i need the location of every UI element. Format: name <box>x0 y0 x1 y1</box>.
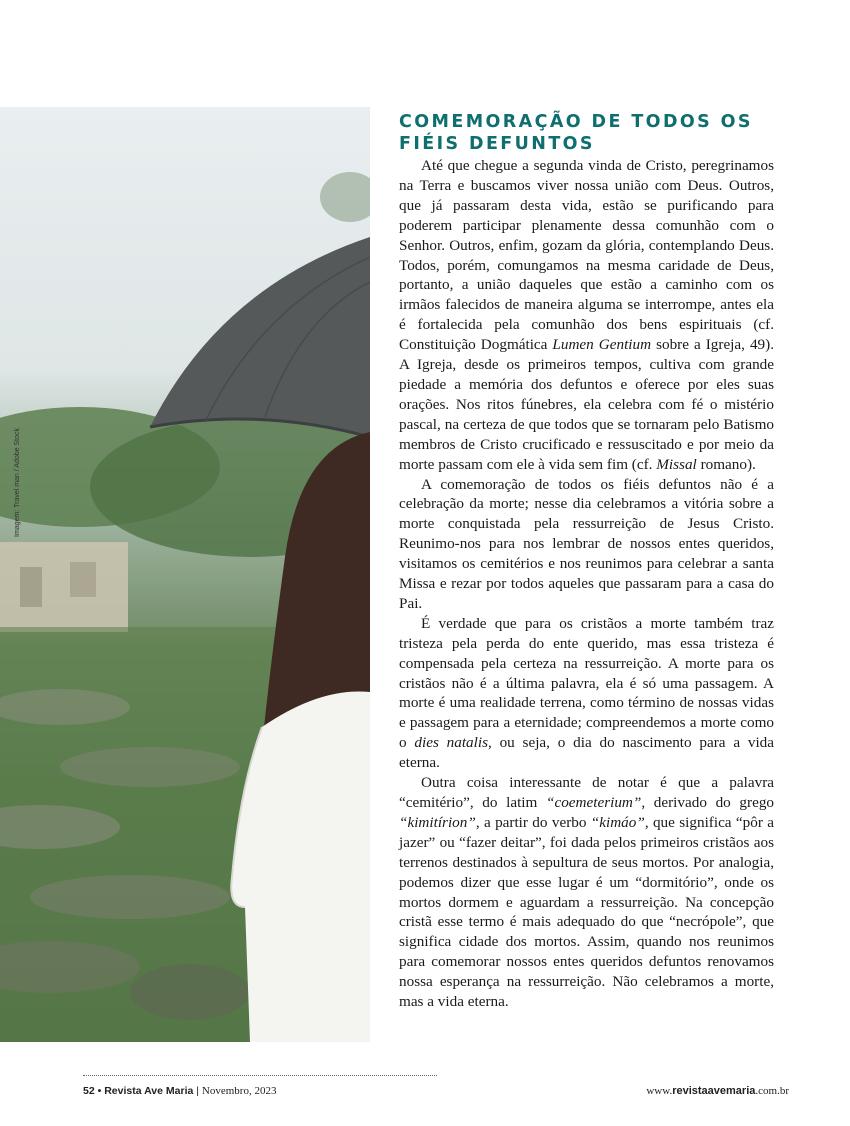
url-prefix: www. <box>646 1085 673 1097</box>
article-paragraph <box>399 156 774 475</box>
url-domain: revistaavemaria <box>672 1085 756 1097</box>
article-paragraph <box>399 773 774 1012</box>
article-body <box>399 156 774 1012</box>
italic-term: dies natalis <box>414 734 488 752</box>
text-run: Até que chegue a segunda vinda de Cristo, peregrinamos na Terra e buscamos viver nossa união com Deus. Outros, que já passaram desta vida, estão se purificando para poderem participar plenamente dessa comunhão com o Senhor. Outros, enfim, gozam da glória, contemplando Deus. Todos, porém, comungamos na mesma caridade de Deus, portanto, a união daqueles que estão a caminho com os irmãos falecidos de maneira alguma se interrompe, antes ela é fortalecida pela comunhão dos bens espirituais (cf. Constituição Dogmática <box>399 157 774 354</box>
page-number: 52 <box>83 1085 95 1097</box>
footer-bullet: • <box>97 1085 102 1097</box>
text-run: sobre a Igreja, 49). A Igreja, desde os primeiros tempos, cultiva com grande piedade a memória dos defuntos e oferece por eles suas orações. Nos ritos fúnebres, ela celebra com fé o mistério pascal, na certeza de que todos que se tornaram pelo Batismo membros de Cristo crucificado e ressuscitado e por meio da morte passam com ele à vida sem fim (cf. <box>399 336 774 473</box>
italic-term: “kimitírion” <box>399 813 476 831</box>
text-run: A comemoração de todos os fiéis defuntos não é a celebração da morte; nesse dia celebramos a vitória sobre a morte conquistada pela ressurreição de Jesus Cristo. Reunimo-nos para nos lembrar de nossos entes queridos, visitamos os cemitérios e nos reunimos para celebrar a santa Missa e rezar por todos aqueles que passaram para a casa do Pai. <box>399 475 774 612</box>
footer-publication <box>83 1085 276 1097</box>
article <box>399 111 774 1012</box>
article-title: COMEMORAÇÃO DE TODOS OS FIÉIS DEFUNTOS <box>399 112 753 154</box>
italic-term: “coemeterium” <box>546 794 642 811</box>
photo-illustration <box>0 107 370 1042</box>
text-run: Outra coisa interessante de notar é que a palavra “cemitério”, do latim <box>399 774 774 811</box>
italic-term: “kimáo” <box>590 813 645 831</box>
text-run: , que significa “pôr a jazer” ou “fazer deitar”, foi dada pelos primeiros cristãos aos terrenos destinados à sepultura de seus mortos. Por analogia, podemos dizer que esse lugar é um “dormitório”, onde os mortos dormem e aguardam a ressurreição. Na concepção cristã esse termo é mais adequado do que “necrópole”, que significa cidade dos mortos. Assim, quando nos reunimos para comemorar nossos entes queridos defuntos renovamos nossa esperança na ressurreição. Não celebramos a morte, mas a vida eterna. <box>399 813 774 1011</box>
italic-term: Missal <box>656 455 697 473</box>
article-paragraph <box>399 475 774 614</box>
url-suffix: .com.br <box>755 1085 789 1097</box>
cover-photo <box>0 107 370 1042</box>
photo-credit: Imagem: Travel man / Adobe Stock <box>13 427 21 537</box>
magazine-name: Revista Ave Maria <box>104 1085 194 1097</box>
text-run: , ou seja, o dia do nascimento para a vida eterna. <box>399 734 774 772</box>
text-run: romano). <box>696 455 756 473</box>
website-url[interactable] <box>646 1085 789 1097</box>
italic-term: Lumen Gentium <box>552 336 652 354</box>
footer-divider <box>83 1075 437 1076</box>
text-run: É verdade que para os cristãos a morte também traz tristeza pela perda do ente querido, mas essa tristeza é compensada pela certeza na ressurreição. A morte para os cristãos não é a última palavra, ela é só uma passagem. A morte é uma realidade terrena, como término de nossas vidas e passagem para a eternidade; compreendemos a morte como o <box>399 614 774 752</box>
issue-date: Novembro, 2023 <box>201 1085 277 1097</box>
text-run: , a partir do verbo <box>475 813 591 831</box>
text-run: , derivado do grego <box>641 794 775 811</box>
footer-separator: | <box>196 1085 199 1097</box>
article-paragraph <box>399 614 774 773</box>
